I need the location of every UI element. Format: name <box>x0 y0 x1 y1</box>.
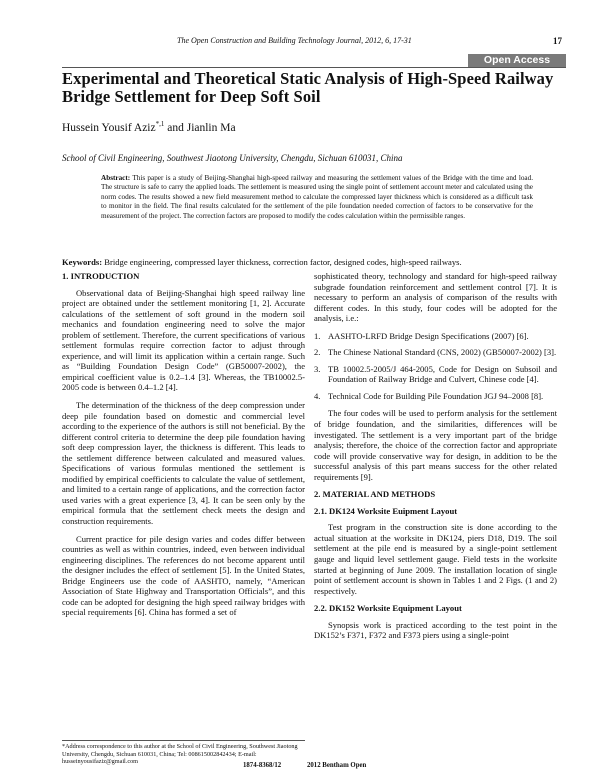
author-marker: *,1 <box>155 120 165 128</box>
keywords-text: Bridge engineering, compressed layer thickness, correction factor, designed codes, high-speed railways. <box>102 257 462 267</box>
running-header <box>62 36 562 50</box>
left-column <box>62 271 305 625</box>
author-first: Hussein Yousif Aziz <box>62 121 156 134</box>
publisher: 2012 Bentham Open <box>307 762 367 769</box>
section-heading-methods: 2. MATERIAL AND METHODS <box>314 489 436 500</box>
affiliation: School of Civil Engineering, Southwest Jiaotong University, Chengdu, Sichuan 610031, China <box>62 153 403 163</box>
list-item <box>314 364 557 385</box>
subsection-heading: 2.1. DK124 Worksite Euipment Layout <box>314 505 458 516</box>
list-text: The Chinese National Standard (CNS, 2002) (GB50007-2002) [3]. <box>328 347 557 358</box>
abstract-text: This paper is a study of Beijing-Shanghai high-speed railway and measuring the settlement values of the Bridge with the time and load. The structure is safe to carry the applied loads. The settlement is measured using the single point of settlement account meter and calculated using the norm codes. The results showed a new field measurement method to calculate the compressed layer thickness which is considered as a difficult task to monitor in the field. The final results calculated for the settlement of the pile foundation needed correction of factors to be conservative for the measurement of the project. The correction factors are proposed to modify the codes calculation within the permissible ranges. <box>101 174 533 220</box>
paragraph: The four codes will be used to perform analysis for the settlement of bridge foundation, and the similarities, differences will be investigated. The settlement is a very important part of the bridge analysis; therefore, the choice of the correction factor and appropriate code will provide conservative way for design, in addition to be the successful analysis of this part means success for the other related requirements [9]. <box>314 408 557 482</box>
author-line <box>62 120 236 134</box>
list-text: AASHTO-LRFD Bridge Design Specifications (2007) [6]. <box>328 330 529 341</box>
list-number: 4. <box>314 390 321 401</box>
list-number: 1. <box>314 330 321 341</box>
paragraph: The determination of the thickness of the deep compression under deep pile foundation based on domestic and commercial level according to the experience of the authors is still not beneficial. By the different control criteria to determine the deep pile foundation having soft deep compression layer, the thickness is different. This leads to the settlement difference between calculated and measured values. Specifications of various formulas mentioned the settlement is modified by empirical coefficients to calculate the value of settlement, and limited to a certain range of applications, and the correction factor used varies with a great experience [3, 4]. It can be seen only by the empirical formula that the settlement check meets the design and construction requirements. <box>62 400 305 527</box>
list-number: 3. <box>314 363 321 374</box>
paragraph: sophisticated theory, technology and standard for high-speed railway subgrade foundation reinforcement and settlement control [7]. It is necessary to perform an analysis of comparison of the results with different codes. In this study, four codes will be adopted for the analysis, i.e.: <box>314 271 557 324</box>
journal-citation: The Open Construction and Building Technology Journal, 2012, 6, 17-31 <box>177 36 412 45</box>
abstract-label: Abstract: <box>101 174 131 182</box>
header-rule <box>62 67 566 68</box>
abstract <box>101 174 533 221</box>
list-item <box>314 347 557 358</box>
subsection-heading: 2.2. DK152 Worksite Equipment Layout <box>314 603 462 614</box>
correspondence-footnote: *Address correspondence to this author at the School of Civil Engineering, Southwest Jiaotong University, Chengdu, Sichuan 610031, China; Tel: 008615002842434; E-mail: husseinyousifaziz@gmail.com <box>62 740 305 766</box>
issn: 1874-8368/12 <box>243 762 282 769</box>
paragraph: Observational data of Beijing-Shanghai high speed railway line project are obtained under the settlement monitoring [1, 2]. Accurate calculations of the settlement of soft ground in the modern soil mechanics and foundation engineering need to solve the major problem of settlement. Therefore, the current specifications of various settlement formulas require correction factor to adjust through experience, and will limit its application within a certain range. Such as “Building Foundation Design Code” (GB50007-2002), the empirical coefficient value is 0.2–1.4 [3]. Whereas, the TB10002.5-2005 code is between 0.4–1.2 [4]. <box>62 287 305 393</box>
paragraph: Current practice for pile design varies and codes differ between countries as well as within countries, indeed, even between individual engineering disciplines. The references do not become apparent until the designer includes the effect of settlement [5]. In the United States, Bridge Engineers use the code of AASHTO, namely, “American Association of State Highway and Transportation Officials”, and this code can be adopted for designing the high speed railway bridges with special requirements [6]. China has formed a set of <box>62 533 305 618</box>
section-heading-introduction: 1. INTRODUCTION <box>62 271 140 281</box>
list-item <box>314 331 557 342</box>
list-number: 2. <box>314 347 321 358</box>
paragraph: Synopsis work is practiced according to the test point in the DK152’s F371, F372 and F373 piers using a single-point <box>314 619 557 641</box>
keywords <box>62 257 572 267</box>
author-rest: and Jianlin Ma <box>164 121 236 134</box>
page-number: 17 <box>553 36 562 46</box>
paper-title: Experimental and Theoretical Static Analysis of High-Speed Railway Bridge Settlement for Deep Soft Soil <box>62 69 554 106</box>
list-text: TB 10002.5-2005/J 464-2005, Code for Design on Subsoil and Foundation of Railway Bridge and Culvert, Chinese code [4]. <box>328 363 557 385</box>
keywords-label: Keywords: <box>62 257 103 267</box>
paragraph: Test program in the construction site is done according to the actual situation at the worksite in DK124, piers D18, D19. The soil settlement at the pile end is measured by a single-point settlement gauge and liquid level settlement gauge. Field tests in the worksite started at beginning of June 2009. The installation location of single point of settlement account is shown in Tables 1 and 2 Figs. (1 and 2) respectively. <box>314 522 557 596</box>
codes-list <box>314 331 557 402</box>
list-item <box>314 391 557 402</box>
open-access-badge: Open Access <box>468 54 566 67</box>
right-column <box>314 271 557 648</box>
list-text: Technical Code for Building Pile Foundation JGJ 94–2008 [8]. <box>328 390 544 401</box>
